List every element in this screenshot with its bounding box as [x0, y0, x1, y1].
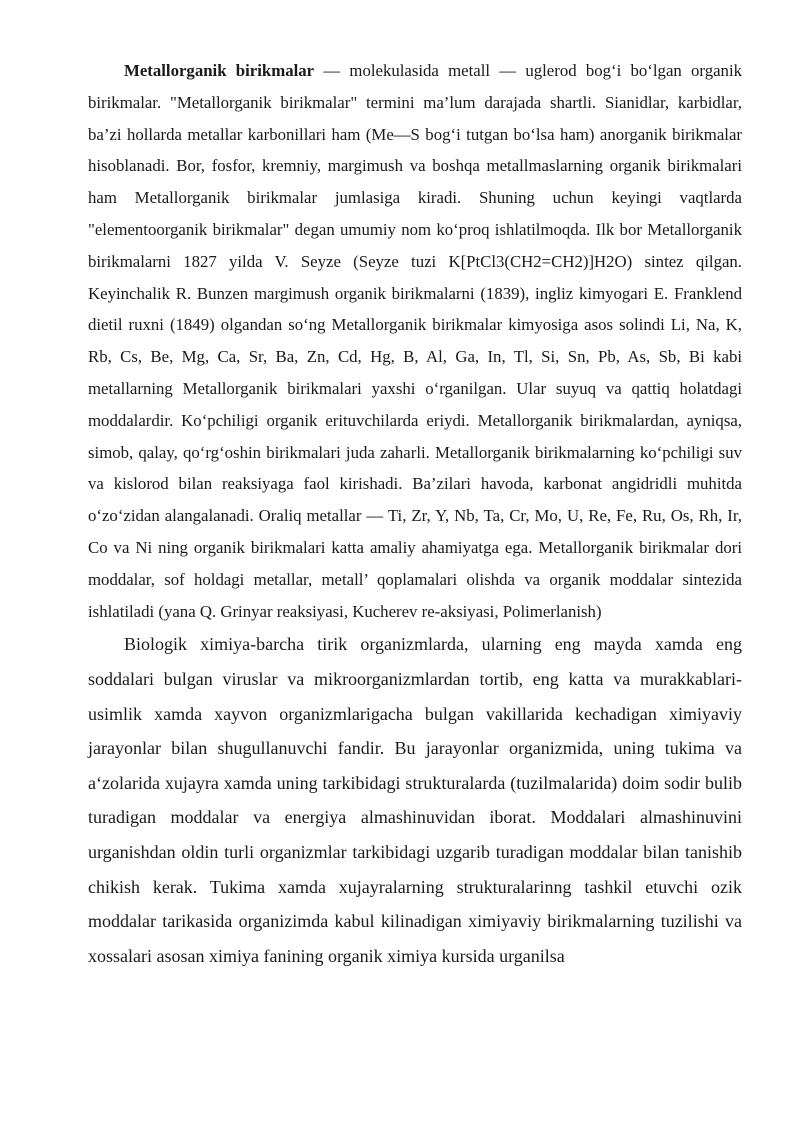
paragraph-biochemistry: [88, 627, 742, 973]
document-page: [88, 55, 742, 973]
paragraph-metallorganic-body: — molekulasida metall — uglerod bog‘i bo‘lgan organik birikmalar. "Metallorganik birikmalar" termini ma’lum darajada shartli. Sianidlar, karbidlar, ba’zi hollarda metallar karbonillari ham (Me—S bog‘i tutgan bo‘lsa ham) anorganik birikmalar hisoblanadi. Bor, fosfor, kremniy, margimush va boshqa metallmaslarning organik birikmalari ham Metallorganik birikmalar jumlasiga kiradi. Shuning uchun keyingi vaqtlarda "elementoorganik birikmalar" degan umumiy nom ko‘proq ishlatilmoqda. Ilk bor Metallorganik birikmalarni 1827 yilda V. Seyze (Seyze tuzi K[PtCl3(CH2=CH2)]H2O) sintez qilgan. Keyinchalik R. Bunzen margimush organik birikmalarni (1839), ingliz kimyogari E. Franklend dietil ruxni (1849) olgandan so‘ng Metallorganik birikmalar kimyosiga asos solindi Li, Na, K, Rb, Cs, Be, Mg, Ca, Sr, Ba, Zn, Cd, Hg, B, Al, Ga, In, Tl, Si, Sn, Pb, As, Sb, Bi kabi metallarning Metallorganik birikmalari yaxshi o‘rganilgan. Ular suyuq va qattiq holatdagi moddalardir. Ko‘pchiligi organik erituvchilarda eriydi. Metallorganik birikmalardan, ayniqsa, simob, qalay, qo‘rg‘oshin birikmalari juda zaharli. Metallorganik birikmalarning ko‘pchiligi suv va kislorod bilan reaksiyaga faol kirishadi. Ba’zilari havoda, karbonat angidridli muhitda o‘zo‘zidan alangalanadi. Oraliq metallar — Ti, Zr, Y, Nb, Ta, Cr, Mo, U, Re, Fe, Ru, Os, Rh, Ir, Co va Ni ning organik birikmalari katta amaliy ahamiyatga ega. Metallorganik birikmalar dori moddalar, sof holdagi metallar, metall’ qoplamalari olishda va organik moddalar sintezida ishlatiladi (yana Q. Grinyar reaksiyasi, Kucherev re-aksiyasi, Polimerlanish): [88, 61, 742, 621]
paragraph-metallorganic: [88, 55, 742, 627]
lead-term: Metallorganik birikmalar: [124, 61, 315, 80]
paragraph-biochemistry-body: Biologik ximiya-barcha tirik organizmlarda, ularning eng mayda xamda eng soddalari bulgan viruslar va mikroorganizmlardan tortib, eng katta va murakkablari- usimlik xamda xayvon organizmlarigacha bulgan vakillarida kechadigan ximiyaviy jarayonlar bilan shugullanuvchi fandir. Bu jarayonlar organizmida, uning tukima va a‘zolarida xujayra xamda uning tarkibidagi strukturalarda (tuzilmalarida) doim sodir bulib turadigan moddalar va energiya almashinuvidan iborat. Moddalari almashinuvini urganishdan oldin turli organizmlar tarkibidagi uzgarib turadigan moddalar bilan tanishib chikish kerak. Tukima xamda xujayralarning strukturalarinng tashkil etuvchi ozik moddalar tarikasida organizimda kabul kilinadigan ximiyaviy birikmalarning tuzilishi va xossalari asosan ximiya fanining organik ximiya kursida urganilsa: [88, 634, 742, 966]
